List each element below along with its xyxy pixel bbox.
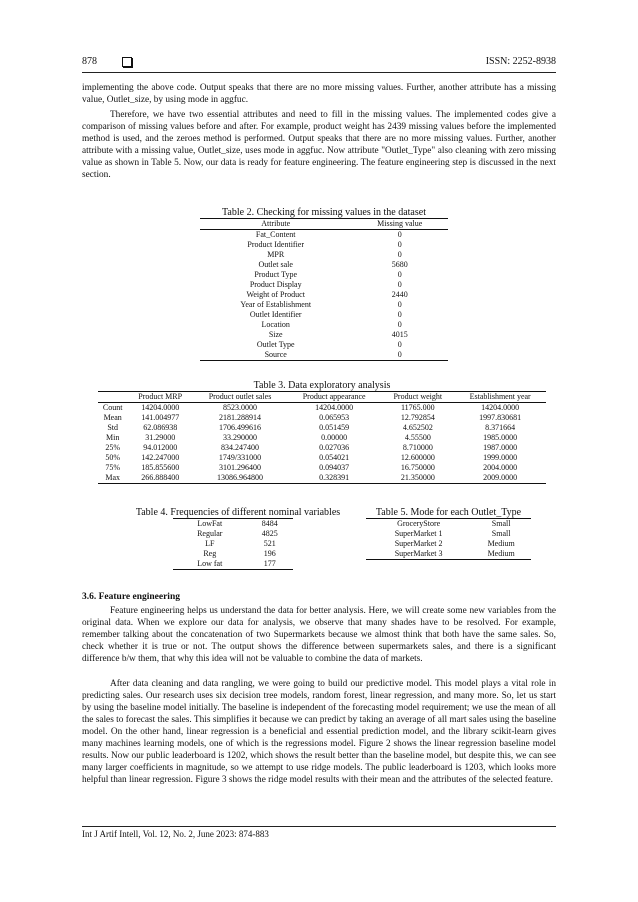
- table-2-row-cell: 2440: [391, 290, 408, 299]
- table-2-row: [200, 270, 448, 280]
- table-2-row-cell: 0: [397, 340, 402, 349]
- table-5-caption: Table 5. Mode for each Outlet_Type: [375, 507, 522, 518]
- table-3-row-cell: 0.00000: [321, 433, 348, 442]
- table-3-row: [98, 403, 546, 414]
- paragraph-3: Feature engineering helps us understand the data for better analysis. Here, we will create some new variables from the original data. When we explore our data for analysis, we observe that many shades have to be resolved. For example, remember talking about the concatenation of two Supermarkets because we almost think that both have the same sales. So, check whether it is true or not. The output shows the difference between supermarkets sales, and there is a significant difference b/w them, that why this idea will not be valuable to combine the data of markets.: [82, 606, 556, 664]
- table-5-row: [366, 539, 531, 549]
- table-5-row-cell: Small: [491, 519, 511, 528]
- table-4-caption: Table 4. Frequencies of different nominal variables: [135, 507, 341, 518]
- square-icon: [122, 57, 132, 67]
- table-3-row-cell: 8.710000: [402, 443, 433, 452]
- table-3-row-cell: 11765.000: [400, 403, 435, 412]
- table-3-row-cell: Count: [102, 403, 123, 412]
- table-2-row: [200, 340, 448, 350]
- table-2-row: [200, 240, 448, 250]
- table-3-row-cell: 75%: [105, 463, 120, 472]
- section-heading: 3.6. Feature engineering: [82, 592, 180, 602]
- footer-rule: [82, 826, 556, 827]
- table-3-row-cell: 0.054021: [319, 453, 350, 462]
- table-2-row-cell: Outlet Identifier: [249, 310, 302, 319]
- table-3-row-cell: 31.29000: [145, 433, 176, 442]
- table-3-row-cell: 3101.296400: [219, 463, 262, 472]
- table-3-header: [98, 392, 127, 403]
- table-3-grid: [98, 391, 546, 484]
- table-4-row: [173, 539, 293, 549]
- table-3-caption: Table 3. Data exploratory analysis: [253, 380, 391, 391]
- table-4-row-cell: LF: [205, 539, 215, 548]
- table-3-row: [98, 413, 546, 423]
- table-2-row: [200, 280, 448, 290]
- table-4: [118, 507, 358, 570]
- table-3-row-cell: 0.051459: [319, 423, 350, 432]
- table-2-row-cell: Weight of Product: [246, 290, 305, 299]
- paragraph-2: Therefore, we have two essential attributes and need to fill in the missing values. The implemented codes give a comparison of missing values before and after. For example, product weight has 2439 missing values before the implemented method is used, and the zeroes method is performed. Output speaks that there are no more missing values. Further, another attribute with a missing value, Outlet_size, uses mode in aggfuc. Now attribute "Outlet_Type" also cleaning with zero missing value as shown in Table 5. Now, our data is ready for feature engineering. The feature engineering step is discussed in the next section.: [82, 110, 556, 180]
- table-3-row-cell: 4.652502: [402, 423, 433, 432]
- table-4-row-cell: 8484: [261, 519, 278, 528]
- table-3-row-cell: 8523.0000: [223, 403, 258, 412]
- paragraph-1: implementing the above code. Output speaks that there are no more missing values. Further, another attribute has a missing value, Outlet_size, by using mode in aggfuc.: [82, 83, 556, 105]
- table-4-row-cell: LowFat: [197, 519, 223, 528]
- table-3-row-cell: Mean: [103, 413, 122, 422]
- table-5-row: [366, 549, 531, 560]
- table-2-row-cell: Product Type: [254, 270, 298, 279]
- table-3-row-cell: 13086.964800: [193, 473, 287, 484]
- table-3-row-cell: 14204.0000: [141, 403, 180, 412]
- table-3-row-cell: 12.792854: [400, 413, 435, 422]
- table-3-row-cell: 0.094037: [319, 463, 350, 472]
- table-3-row-cell: 142.247000: [141, 453, 180, 462]
- table-2-row-cell: Outlet Type: [256, 340, 295, 349]
- table-2-row: [200, 330, 448, 340]
- table-3-row-cell: 14204.0000: [481, 403, 520, 412]
- table-3-row-cell: 1706.499616: [219, 423, 262, 432]
- table-2-row-cell: 0: [397, 250, 402, 259]
- table-2-row: [200, 310, 448, 320]
- table-3-row-cell: 2004.0000: [483, 463, 518, 472]
- table-3-row-cell: 14204.0000: [315, 403, 354, 412]
- table-3: [98, 380, 546, 484]
- table-3-row-cell: 1987.0000: [483, 443, 518, 452]
- table-4-row-cell: 196: [263, 549, 276, 558]
- table-2-row: [200, 230, 448, 241]
- table-2-caption: Table 2. Checking for missing values in the dataset: [222, 207, 426, 218]
- issn: ISSN: 2252-8938: [485, 56, 556, 67]
- table-2-row: [200, 350, 448, 361]
- table-5-row-cell: SuperMarket 1: [394, 529, 443, 538]
- table-3-row-cell: 12.600000: [400, 453, 435, 462]
- table-3-row-cell: 8.371664: [485, 423, 516, 432]
- table-2-row-cell: 0: [397, 300, 402, 309]
- table-4-row: [173, 559, 293, 570]
- table-3-row-cell: 1999.0000: [483, 453, 518, 462]
- table-4-row-cell: 521: [263, 539, 276, 548]
- table-4-row: [173, 529, 293, 539]
- table-2-row-cell: Product Identifier: [247, 240, 305, 249]
- table-2-header-attribute: Attribute: [200, 219, 351, 230]
- table-3-row: [98, 433, 546, 443]
- table-3-header: Product MRP: [127, 392, 193, 403]
- table-4-row-cell: 177: [247, 559, 293, 570]
- table-3-row-cell: 50%: [105, 453, 120, 462]
- table-5-row-cell: Small: [491, 529, 511, 538]
- table-3-row-cell: 62.086938: [143, 423, 178, 432]
- table-2-row-cell: 0: [351, 350, 448, 361]
- table-3-row-cell: 1985.0000: [483, 433, 518, 442]
- table-2: [200, 207, 448, 361]
- table-5-row-cell: SuperMarket 3: [366, 549, 471, 560]
- table-2-row-cell: Fat_Content: [255, 230, 296, 239]
- table-2-header-missing: Missing value: [351, 219, 448, 230]
- table-3-row-cell: 266.888400: [127, 473, 193, 484]
- page-number: 878: [82, 56, 97, 67]
- table-2-row-cell: 0: [397, 280, 402, 289]
- table-3-row: [98, 463, 546, 473]
- table-3-header: Product weight: [381, 392, 454, 403]
- table-3-row-cell: 94.012000: [143, 443, 178, 452]
- table-3-header: Product outlet sales: [193, 392, 287, 403]
- table-5-row-cell: Medium: [471, 549, 531, 560]
- table-5-row: [366, 529, 531, 539]
- table-5-row-cell: SuperMarket 2: [394, 539, 443, 548]
- table-2-row-cell: Source: [200, 350, 351, 361]
- table-3-row-cell: 0.027036: [319, 443, 350, 452]
- table-2-row: [200, 290, 448, 300]
- table-4-row-cell: 4825: [261, 529, 278, 538]
- table-4-row: [173, 519, 293, 530]
- table-2-row-cell: 4015: [391, 330, 408, 339]
- table-3-row-cell: 2181.288914: [219, 413, 262, 422]
- table-4-row: [173, 549, 293, 559]
- table-2-row-cell: Size: [268, 330, 283, 339]
- table-3-row-cell: 141.004977: [141, 413, 180, 422]
- table-3-row-cell: 2009.0000: [454, 473, 546, 484]
- table-3-row-cell: Std: [107, 423, 118, 432]
- table-5-row-cell: Medium: [487, 539, 515, 548]
- running-header: [82, 56, 556, 72]
- journal-footer: Int J Artif Intell, Vol. 12, No. 2, June 2023: 874-883: [82, 829, 269, 839]
- table-3-row-cell: 1997.830681: [479, 413, 522, 422]
- table-5-row-cell: GroceryStore: [397, 519, 441, 528]
- table-3-row: [98, 443, 546, 453]
- table-2-row-cell: Outlet sale: [258, 260, 293, 269]
- table-4-grid: [173, 518, 293, 570]
- table-3-row-cell: 0.328391: [287, 473, 381, 484]
- table-2-row-cell: 0: [397, 240, 402, 249]
- table-3-row-cell: 4.55500: [404, 433, 431, 442]
- table-4-row-cell: Regular: [197, 529, 223, 538]
- table-2-row-cell: 0: [397, 310, 402, 319]
- table-4-row-cell: Reg: [203, 549, 217, 558]
- table-5-grid: [366, 518, 531, 560]
- table-3-row-cell: 185.855600: [141, 463, 180, 472]
- table-3-row-cell: Max: [98, 473, 127, 484]
- table-3-row-cell: 33.290000: [223, 433, 258, 442]
- table-2-row-cell: 5680: [391, 260, 408, 269]
- table-2-row-cell: Year of Establishment: [240, 300, 312, 309]
- table-4-row-cell: Low fat: [173, 559, 247, 570]
- table-3-row-cell: 0.065953: [319, 413, 350, 422]
- header-rule: [82, 72, 556, 73]
- table-3-row-cell: 834.247400: [221, 443, 260, 452]
- table-2-row: [200, 260, 448, 270]
- table-2-row: [200, 320, 448, 330]
- table-2-row-cell: Product Display: [249, 280, 302, 289]
- table-2-row-cell: 0: [397, 230, 402, 239]
- table-5-row: [366, 519, 531, 530]
- table-2-row-cell: Location: [261, 320, 290, 329]
- table-3-row: [98, 473, 546, 484]
- table-2-row: [200, 300, 448, 310]
- table-3-header: Establishment year: [454, 392, 546, 403]
- table-2-row-cell: MPR: [267, 250, 285, 259]
- table-3-row-cell: 25%: [105, 443, 120, 452]
- table-3-row-cell: Min: [106, 433, 120, 442]
- table-3-row-cell: 16.750000: [400, 463, 435, 472]
- table-3-row-cell: 1749/331000: [218, 453, 262, 462]
- table-2-row-cell: 0: [397, 270, 402, 279]
- table-2-row-cell: 0: [397, 320, 402, 329]
- table-3-row-cell: 21.350000: [381, 473, 454, 484]
- paragraph-4: After data cleaning and data rangling, we were going to build our predictive model. This model plays a vital role in predicting sales. Our research uses six decision tree models, random forest, linear regression, and many more. So, let us start by using the baseline model initially. The baseline is independent of the forecasting model requirement; we use the mean of all the sales to forecast the sales. This simplifies it because we can predict by taking an average of all mart sales using the baseline model. On the other hand, linear regression is a beneficial and essential prediction model, and the library scikit-learn gives many machines learning models, one of which is the regressions model. Figure 2 shows the linear regression baseline model results. Now our public leaderboard is 1202, which shows the result better than the baseline model, but despite this, we can see many larger coefficients in magnitude, so we attempt to use ridge models. The public leaderboard is 1203, which looks more helpful than linear regression. Figure 3 shows the ridge model results with their mean and the attributes of the selected feature.: [82, 679, 556, 785]
- table-3-row: [98, 423, 546, 433]
- table-2-grid: [200, 218, 448, 361]
- table-5: [366, 507, 531, 560]
- table-3-header: Product appearance: [287, 392, 381, 403]
- table-2-row: [200, 250, 448, 260]
- table-3-row: [98, 453, 546, 463]
